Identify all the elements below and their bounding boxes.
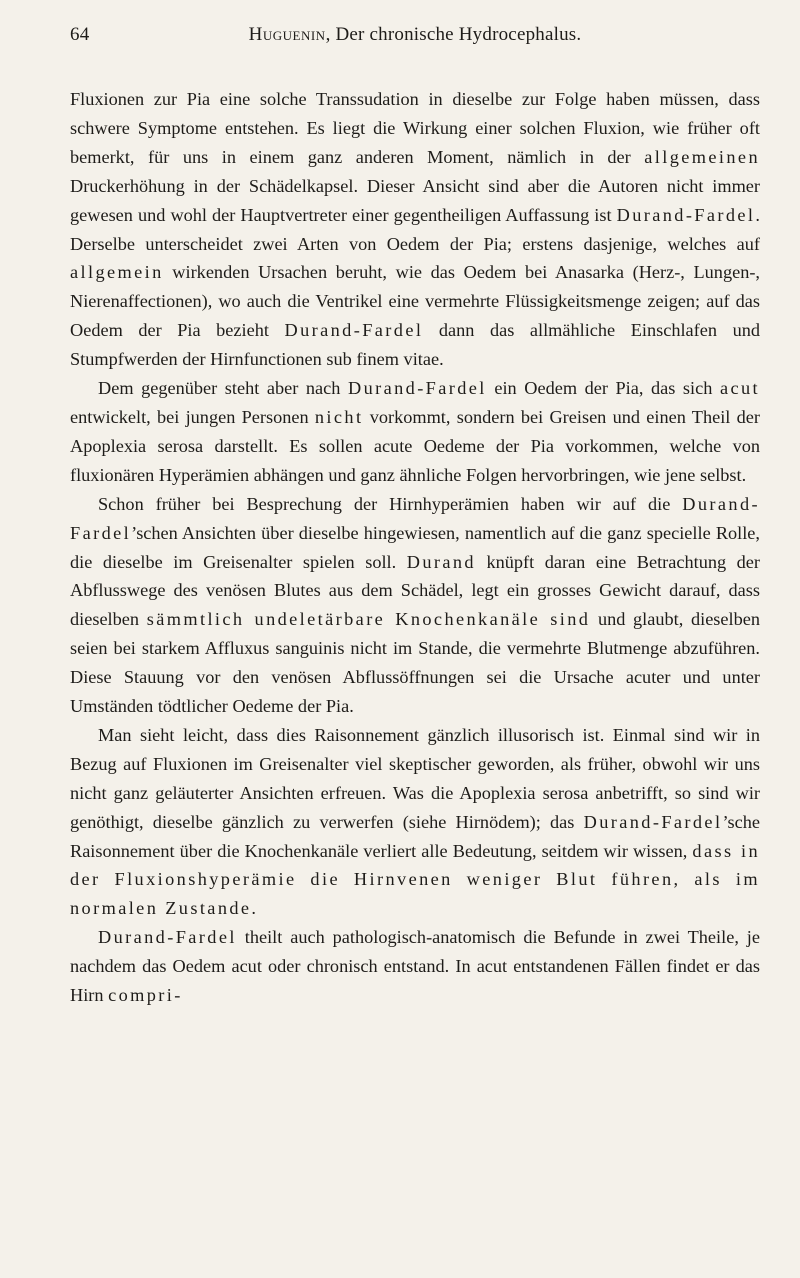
text-run: theilt auch pathologisch-anatomisch die Befunde in zwei Theile, je nachdem das Oedem acut oder chronisch entstand. In acut entstandenen Fällen findet er das Hirn (70, 927, 760, 1006)
text-run: entwickelt, bei jungen Personen (70, 406, 315, 427)
page-number: 64 (70, 24, 90, 45)
paragraph (70, 923, 760, 1010)
spaced-emphasis: acut (719, 378, 760, 399)
book-page (70, 16, 760, 1010)
text-run: . Derselbe unterscheidet zwei Arten von Oedem der Pia; erstens dasjenige, welches auf (70, 204, 760, 254)
spaced-emphasis: Durand-Fardel (616, 204, 756, 225)
running-title-text: , Der chronische Hydrocephalus. (325, 24, 582, 45)
paragraph (70, 374, 760, 490)
text-run: ’schen Ansichten über dieselbe hingewiesen, namentlich auf die ganz specielle Rolle, die dieselbe im Greisenalter spielen soll. (70, 522, 760, 572)
body-text (70, 85, 760, 1010)
spaced-emphasis: allgemein (70, 262, 164, 283)
paragraph (70, 85, 760, 374)
paragraph (70, 721, 760, 923)
text-run: Dem gegenüber steht aber nach (98, 378, 348, 399)
text-run: ’sche Raisonnement über die Knochenkanäle verliert alle Bedeutung, seitdem wir wissen, (70, 811, 760, 861)
spaced-emphasis: Durand-Fardel (70, 493, 760, 543)
text-run: . (251, 898, 256, 919)
spaced-emphasis: dass in der Fluxionshyperämie die Hirnvenen weniger Blut führen, als im normalen Zustande (70, 840, 760, 919)
text-run: wirkenden Ursachen beruht, wie das Oedem bei Anasarka (Herz-, Lungen-, Nierenaffectionen), wo auch die Ventrikel eine vermehrte Flüssigkeitsmenge zeigen; auf das Oedem der Pia bezieht (70, 262, 760, 341)
text-run: Schon früher bei Besprechung der Hirnhyperämien haben wir auf die (98, 493, 683, 514)
text-run: knüpft daran eine Betrachtung der Abflusswege des venösen Blutes aus dem Schädel, legt ein grosses Gewicht darauf, dass dieselben (70, 551, 760, 630)
text-run: Fluxionen zur Pia eine solche Transsudation in dieselbe zur Folge haben müssen, dass schwere Symptome entstehen. Es liegt die Wirkung einer solchen Fluxion, wie früher oft bemerkt, für uns in einem ganz anderen Moment, nämlich in der (70, 89, 760, 167)
running-title-author: Huguenin (248, 24, 326, 45)
spaced-emphasis: Durand-Fardel (583, 811, 723, 832)
text-run: dann das allmähliche Einschlafen und Stumpfwerden der Hirnfunctionen sub finem vitae. (70, 320, 760, 370)
spaced-emphasis: nicht (314, 406, 364, 427)
page-header (70, 16, 760, 56)
text-run: Druckerhöhung in der Schädelkapsel. Dieser Ansicht sind aber die Autoren nicht immer gewesen und wohl der Hauptvertreter einer gegentheiligen Auffassung ist (70, 175, 760, 225)
text-run: ein Oedem der Pia, das sich (486, 378, 720, 399)
text-run: und glaubt, dieselben seien bei starkem Affluxus sanguinis nicht im Stande, die vermehrte Blutmenge abzuführen. Diese Stauung vor den venösen Abflussöffnungen sei die Ursache acuter und unter Umständen tödtlicher Oedeme der Pia. (70, 609, 761, 717)
spaced-emphasis: Durand (406, 551, 476, 572)
spaced-emphasis: Durand-Fardel (284, 320, 424, 341)
text-run: vorkommt, sondern bei Greisen und einen Theil der Apoplexia serosa darstellt. Es sollen acute Oedeme der Pia vorkommen, welche von fluxionären Hyperämien abhängen und ganz ähnliche Folgen hervorbringen, wie jene selbst. (70, 406, 760, 485)
paragraph (70, 490, 760, 721)
spaced-emphasis: sämmtlich undeletärbare Knochenkanäle sind (146, 609, 591, 630)
spaced-emphasis: Durand-Fardel (98, 927, 237, 948)
spaced-emphasis: allgemeinen (644, 146, 760, 167)
spaced-emphasis: compri- (108, 985, 183, 1006)
text-run: Man sieht leicht, dass dies Raisonnement gänzlich illusorisch ist. Einmal sind wir in Bezug auf Fluxionen im Greisenalter viel skeptischer geworden, als früher, obwohl wir uns nicht ganz geläuterter Ansichten erfreuen. Was die Apoplexia serosa anbetrifft, so sind wir genöthigt, dieselbe gänzlich zu verwerfen (siehe Hirnödem); das (70, 724, 760, 832)
spaced-emphasis: Durand-Fardel (347, 378, 487, 399)
running-title (70, 24, 760, 46)
